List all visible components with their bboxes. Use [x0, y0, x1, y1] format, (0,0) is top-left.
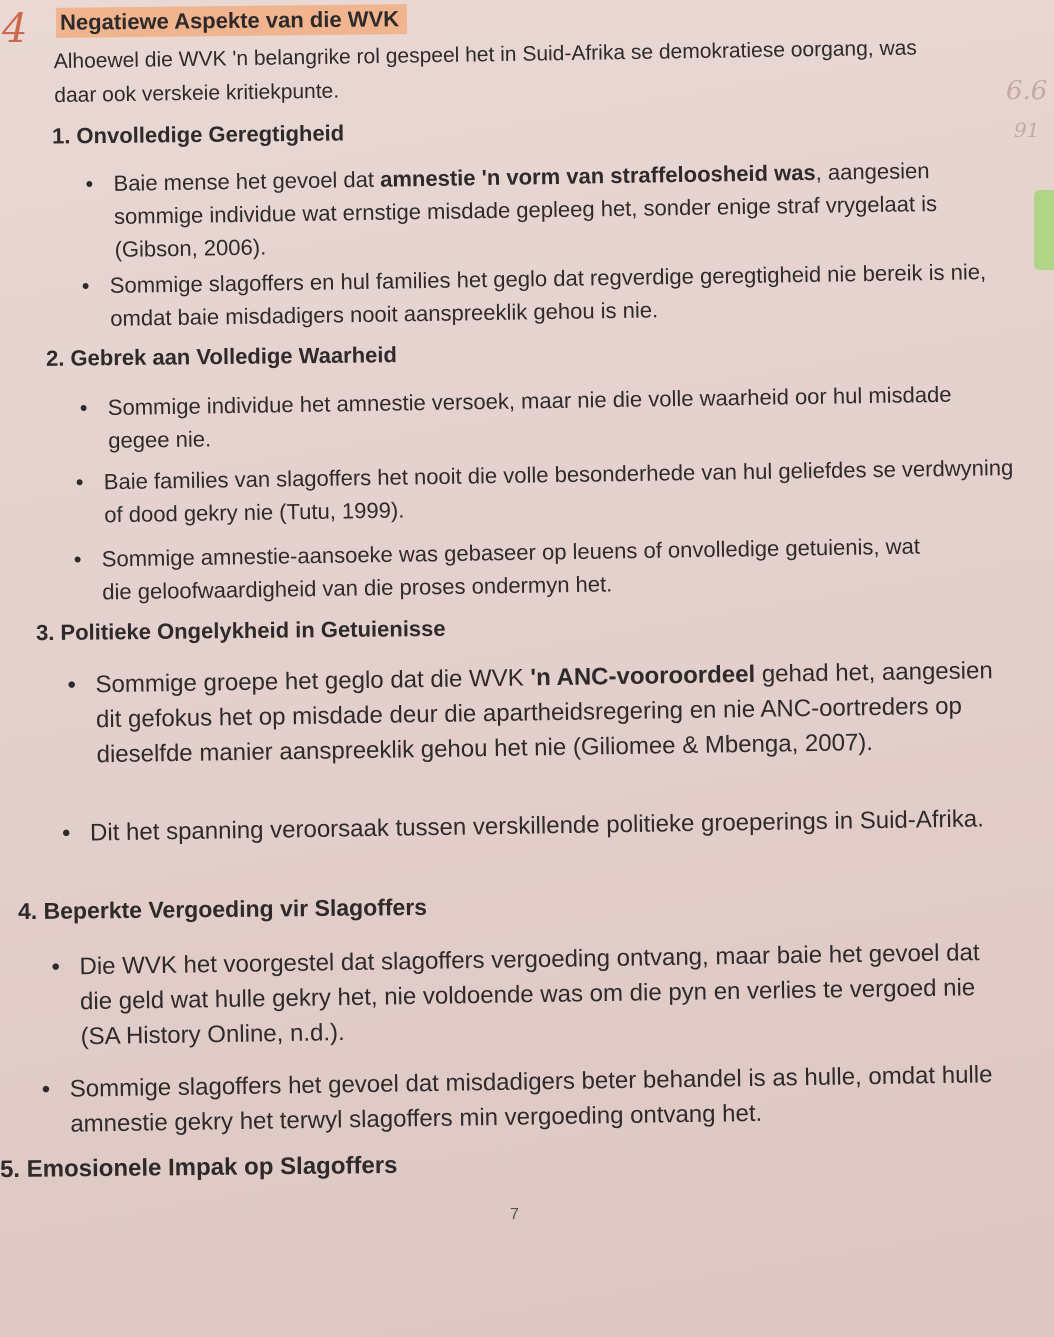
bullet-icon: • [41, 1075, 51, 1104]
page-number: 7 [510, 1206, 519, 1223]
bullet-icon: • [51, 953, 61, 981]
handwritten-number: 4 [2, 6, 28, 52]
page-heading: Negatiewe Aspekte van die WVK [56, 4, 407, 38]
bullet-icon: • [61, 819, 71, 847]
list-item: • Sommige groepe het geglo dat die WVK 'n ANC-vooroordeel gehad het, aangesien dit gefokus het op misdade deur die apartheidsregering en nie ANC-oortreders op dieselfde manier aanspreeklik gehou het nie (Giliomee & Mbenga, 2007). [67, 657, 993, 769]
list-item: • Sommige slagoffers en hul families het geglo dat regverdige geregtigheid nie bereik is nie, omdat baie misdadigers nooit aanspreeklik gehou is nie. [81, 259, 987, 331]
section-title: 4. Beperkte Vergoeding vir Slagoffers [17, 893, 428, 925]
bullet-icon: • [81, 273, 90, 299]
margin-note: 91 [1014, 118, 1040, 142]
section-title: 3. Politieke Ongelykheid in Getuienisse [35, 615, 446, 646]
list-item: • Baie families van slagoffers het nooit die volle besonderhede van hul geliefdes se verdwyning of dood gekry nie (Tutu, 1999). [75, 454, 1014, 528]
list-item: • Baie mense het gevoel dat amnestie 'n vorm van straffeloosheid was, aangesien sommige individue wat ernstige misdade gepleeg het, sonder enige straf vrygelaat is (Gibson, 2006). [85, 158, 938, 262]
bullet-icon: • [85, 171, 94, 197]
section-title: 1. Onvolledige Geregtigheid [51, 120, 345, 149]
bullet-icon: • [73, 546, 82, 572]
bullet-icon: • [79, 395, 88, 421]
bullet-icon: • [67, 671, 77, 699]
bullet-icon: • [75, 469, 84, 495]
list-item: • Sommige slagoffers het gevoel dat misdadigers beter behandel is as hulle, omdat hulle amnestie gekry het terwyl slagoffers min vergoeding ontvang het. [41, 1061, 993, 1138]
highlighter-mark [1034, 190, 1054, 270]
section-title: 5. Emosionele Impak op Slagoffers [0, 1151, 398, 1184]
section-title: 2. Gebrek aan Volledige Waarheid [45, 342, 398, 371]
intro-paragraph: Alhoewel die WVK 'n belangrike rol gespeel het in Suid-Afrika se demokratiese oorgang, was daar ook verskeie kritiekpunte. [53, 36, 918, 108]
list-item: • Sommige amnestie-aansoeke was gebaseer op leuens of onvolledige getuienis, wat die geloofwaardigheid van die proses ondermyn het. [73, 533, 921, 605]
list-item: • Dit het spanning veroorsaak tussen verskillende politieke groeperings in Suid-Afrika. [90, 801, 1040, 851]
list-item: • Die WVK het voorgestel dat slagoffers vergoeding ontvang, maar baie het gevoel dat die geld wat hulle gekry het, nie voldoende was om die pyn en verlies te vergoed nie (SA History Online, n.d.). [51, 939, 980, 1051]
list-item: • Sommige individue het amnestie versoek, maar nie die volle waarheid oor hul misdade gegee nie. [79, 381, 952, 453]
margin-note: 6.6 [1006, 76, 1048, 106]
